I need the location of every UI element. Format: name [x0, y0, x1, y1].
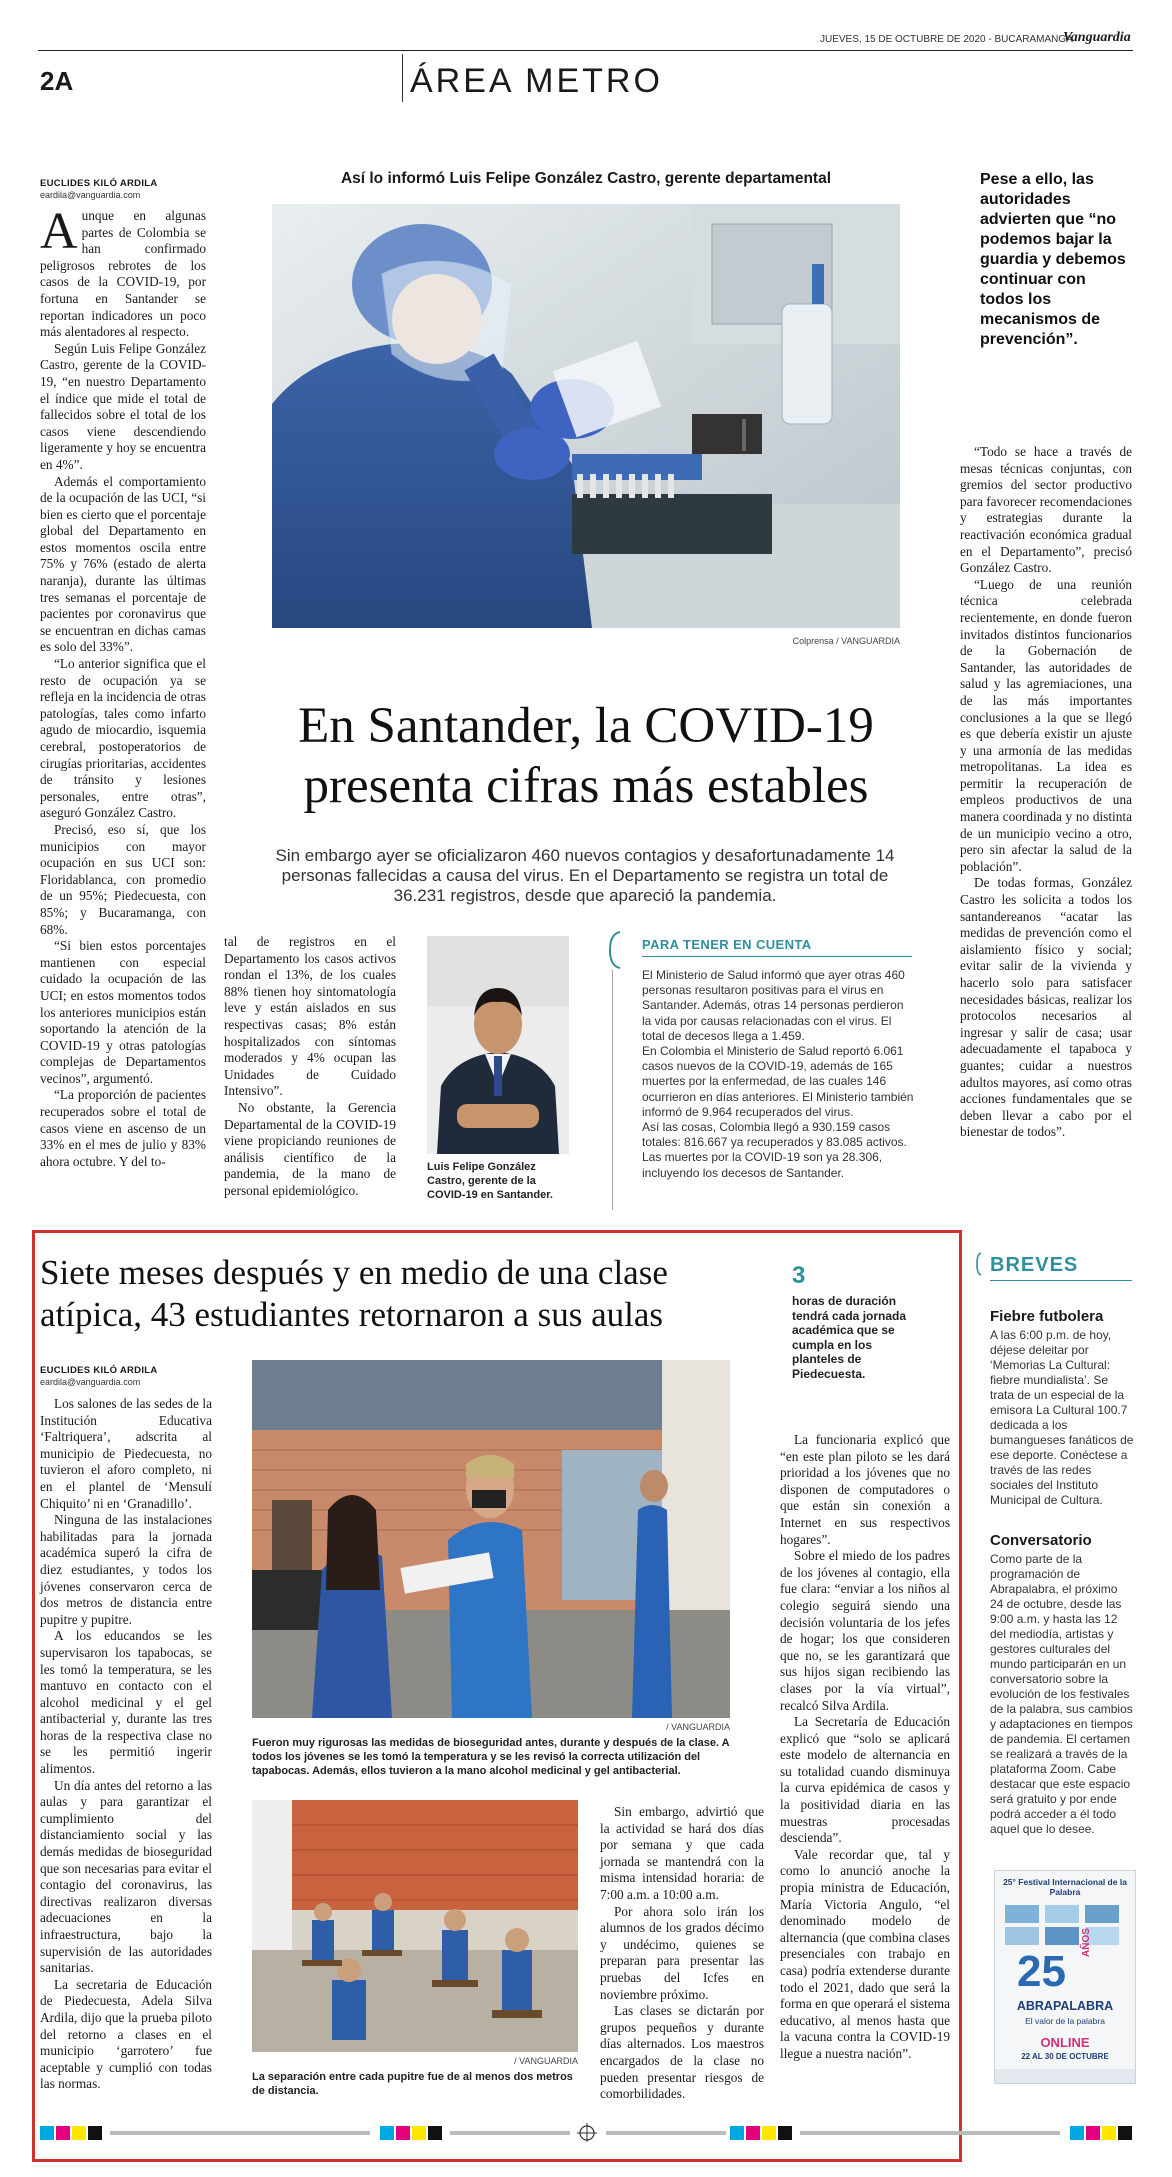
- paragraph: Sobre el miedo de los padres de los jóvenes al contagio, ella fue clara: “enviar a los niños al colegio seguirá siendo una decisión voluntaria de los jefes de hogar; los que consideren que no, se les garantizará que sus hijos sigan recibiendo las clases por la vía virtual”, recalcó Silva Ardila.: [780, 1548, 950, 1713]
- paragraph: Por ahora solo irán los alumnos de los grados décimo y undécimo, quienes se preparan para presentar las pruebas del Icfes en noviembre próximo.: [600, 1903, 764, 2002]
- stat-number: 3: [792, 1262, 806, 1289]
- paragraph: De todas formas, González Castro les solicita a todos los santandereanos “acatar las medidas de prevención como el aislamiento físico y social; evitar salir de la vivienda y hacerlo solo para satisfacer necesidades básicas, realizar los protocolos necesarios al ingresar y salir de casa; usar adecuadamente el tapaboca y guantes; cuidar a nuestros adultos mayores, así como otras acciones fundamentales que se deben llevar a cabo por el bienestar de todos”.: [960, 875, 1132, 1140]
- bottom-byline-email[interactable]: eardila@vanguardia.com: [40, 1377, 141, 1387]
- dateline: JUEVES, 15 DE OCTUBRE DE 2020 - BUCARAMANGA: [820, 34, 1073, 45]
- ad-squares: [1005, 1905, 1125, 1945]
- paragraph: tal de registros en el Departamento los casos activos rondan el 13%, de los cuales 88% tienen hoy sintomatología leve y están aislados en sus respectivas casas; 8% están hospitalizados con síntomas moderados y 4% ocupan las Unidades de Cuidado Intensivo”.: [224, 934, 396, 1099]
- sidebar-paragraph: Así las cosas, Colombia llegó a 930.159 casos totales: 816.667 ya recuperados y 83.085 activos. Las muertes por la COVID-19 son ya 28.306, incluyendo los decesos de Santander.: [642, 1120, 907, 1180]
- ad-tagline: El valor de la palabra: [1025, 2016, 1105, 2026]
- paragraph: “Luego de una reunión técnica celebrada recientemente, en donde fueron invitados distintos funcionarios de la Gobernación de Santander, las autoridades de salud y las agremiaciones, una de las más importantes conclusiones a la que se llegó es que debería existir un ajuste y una armonía de las medidas metropolitanas. La idea es permitir la recuperación de empleos productivos de una manera coordinada y no distinta de un municipio vecino a otro, pero sin afectar la salud de la población”.: [960, 576, 1132, 874]
- breves-bracket-icon: [976, 1252, 982, 1276]
- paragraph: No obstante, la Gerencia Departamental de la COVID-19 viene propiciando reuniones de análisis científico de la pandemia, de la mano de personal epidemiológico.: [224, 1099, 396, 1198]
- bottom-byline-name: EUCLIDES KILÓ ARDILA: [40, 1365, 158, 1376]
- sidebar-title-rule: [642, 956, 912, 957]
- sidebar-paragraph: El Ministerio de Salud informó que ayer otras 460 personas resultaron positivas para el virus en Santander. Además, otras 14 personas perdieron la vida por causas relacionadas con el virus. El total de decesos llega a 1.459.: [642, 968, 905, 1043]
- print-color-bar: [40, 2122, 1135, 2142]
- portrait-caption: Luis Felipe González Castro, gerente de la COVID-19 en Santander.: [427, 1161, 553, 1201]
- bottom-right-col: [780, 1432, 950, 2063]
- photo1-credit: / VANGUARDIA: [666, 1722, 730, 1732]
- paragraph: La funcionaria explicó que “en este plan piloto se les dará prioridad a los jóvenes que no disponen de computadores o que están sin conexión a Internet en sus respectivos hogares”.: [780, 1432, 950, 1547]
- headline-line-2: presenta cifras más estables: [303, 758, 869, 814]
- photo-credit: Colprensa / VANGUARDIA: [792, 636, 900, 646]
- paragraph: Precisó, eso sí, que los municipios con mayor ocupación en sus UCI son: Floridablanca, con promedio de un 95%; Piedecuesta, con 85%; y Bucaramanga, con 68%.: [40, 821, 206, 937]
- paragraph: “Si bien estos porcentajes mantienen con especial cuidado la ocupación de las UCI; en estos momentos todos los anteriores municipios están soportando la atención de la COVID-19 y otras patologías complejas de Departamentos vecinos”, argumentó.: [40, 938, 206, 1086]
- bottom-headline-line-1: Siete meses después y en medio de una clase: [40, 1253, 668, 1292]
- bracket-icon: [606, 930, 622, 970]
- school-photo-1-illustration: [252, 1360, 730, 1718]
- bottom-col-1: [40, 1396, 212, 2093]
- top-col-1: [40, 203, 206, 1170]
- sidebar-body: [642, 968, 914, 1181]
- paragraph: Vale recordar que, tal y como lo anunció anoche la propia ministra de Educación, María Victoria Angulo, “el denominado modelo de alternancia (que combina clases presenciales con trabajo en casa) podría extenderse durante todo el 2021, dado que será la forma en que operará el sistema educativo, al menos hasta que la vacuna contra la COVID-19 llegue a nuestra nación”.: [780, 1846, 950, 2061]
- masthead[interactable]: Vanguardia: [1063, 30, 1131, 45]
- ad-pattern-icon: [1005, 1905, 1125, 1945]
- registration-bar-icon: [40, 2122, 1135, 2142]
- stat-text: horas de duración tendrá cada jornada académica que se cumpla en los planteles de Piedecuesta.: [792, 1294, 907, 1381]
- section-divider: [402, 54, 403, 102]
- headline-line-1: En Santander, la COVID-19: [298, 698, 874, 754]
- abrapalabra-ad[interactable]: [994, 1870, 1136, 2084]
- school-photo-2-illustration: [252, 1800, 578, 2052]
- paragraph: A los educandos se les supervisaron los tapabocas, se les tomó la temperatura, se les mantuvo en contacto con el alcohol medicinal y el gel antibacterial y, durante las tres horas de la respectiva clase no se les permitió ingerir alimentos.: [40, 1628, 212, 1777]
- photo2-caption: La separación entre cada pupitre fue de al menos dos metros de distancia.: [252, 2071, 573, 2097]
- section-title: ÁREA METRO: [410, 62, 663, 100]
- bottom-headline: [40, 1252, 780, 1336]
- paragraph: La Secretaría de Educación explicó que “solo se aplicará este modelo de alternancia en su totalidad cuando disminuya la curva epidémica de casos y la positividad diaria en las muestras procesadas descienda”.: [780, 1714, 950, 1846]
- school-photo-1: [252, 1360, 730, 1718]
- paragraph: “La proporción de pacientes recuperados sobre el total de casos viene en ascenso de un 33% en el mes de julio y 83% ahora octubre. Y del to-: [40, 1087, 206, 1169]
- sidebar-title: PARA TENER EN CUENTA: [642, 937, 812, 952]
- ad-number: 25: [1017, 1947, 1066, 1996]
- byline-email[interactable]: eardila@vanguardia.com: [40, 190, 141, 200]
- school-photo-2: [252, 1800, 578, 2052]
- ad-online: ONLINE: [1040, 2035, 1090, 2050]
- lab-photo: [272, 204, 900, 628]
- portrait-photo: [427, 936, 569, 1154]
- paragraph: Los salones de las sedes de la Institución Educativa ‘Faltriquera’, adscrita al municipio de Piedecuesta, no tuvieron el aforo completo, ni en el plantel de ‘Mensulí Chiquito’ ni en ‘Granadillo’.: [40, 1396, 212, 1511]
- breves-item-1-title: Fiebre futbolera: [990, 1308, 1104, 1325]
- header-rule: [38, 50, 1133, 51]
- lab-photo-illustration: [272, 204, 900, 628]
- pullquote: Pese a ello, las autoridades advierten que “no podemos bajar la guardia y debemos continuar con todos los mecanismos de prevención”.: [980, 171, 1126, 348]
- breves-rule: [990, 1280, 1132, 1281]
- paragraph: Un día antes del retorno a las aulas y para garantizar el cumplimiento del distanciamiento social y las demás medidas de bioseguridad que son necesarias para evitar el contagio del coronavirus, las directivas realizaron diversas adecuaciones en la infraestructura, bajo la supervisión de las autoridades sanitarias.: [40, 1777, 212, 1976]
- top-right-col: [960, 444, 1132, 1141]
- paragraph: “Lo anterior significa que el resto de ocupación ya se refleja en la incidencia de otras patologías, tales como infarto agudo de miocardio, isquemia cerebral, postoperatorios de cirugías prioritarias, accidentes de tránsito y lesiones personales, entre otras”, aseguró González Castro.: [40, 656, 206, 821]
- portrait-illustration: [427, 936, 569, 1154]
- ad-brand: ABRAPALABRA: [1016, 1999, 1114, 2013]
- byline-name: EUCLIDES KILÓ ARDILA: [40, 178, 158, 189]
- paragraph: La secretaria de Educación de Piedecuesta, Adela Silva Ardila, dijo que la prueba piloto del retorno a clases en el municipio ‘garrotero’ fue aceptable y cumplió con todas las normas.: [40, 1976, 212, 2092]
- ad-footer-bar: [995, 2069, 1135, 2083]
- sidebar-bracket: [606, 930, 622, 970]
- page-number: 2A: [40, 66, 74, 96]
- paragraph: Las clases se dictarán por grupos pequeños y durante días alternados. Los maestros encargados de la clase no pueden presentar riesgos de comorbilidades.: [600, 2003, 764, 2102]
- paragraph: Aunque en algunas partes de Colombia se han confirmado peligrosos rebrotes de los casos de la COVID-19, por fortuna en Santander se reportan indicadores un poco más alentadores al respecto.: [40, 203, 206, 340]
- breves-item-2-text: Como parte de la programación de Abrapalabra, el próximo 24 de octubre, desde las 9:00 a.m. y hasta las 12 del mediodía, artistas y gestores culturales del mundo participarán en un conversatorio sobre la evolución de los festivales de la palabra, sus cambios y adaptaciones en tiempos de pandemia. El certamen se realizará a través de la plataforma Zoom. Cabe destacar que este espacio será gratuito y por ende podrá acceder a él todo aquel que lo desee.: [990, 1552, 1133, 1836]
- bottom-headline-line-2: atípica, 43 estudiantes retornaron a sus aulas: [40, 1295, 663, 1334]
- sidebar-rule: [612, 970, 613, 1210]
- photo2-credit: / VANGUARDIA: [514, 2056, 578, 2066]
- photo1-caption: Fueron muy rigurosas las medidas de bioseguridad antes, durante y después de la clase. A todos los jóvenes se les tomó la temperatura y se les revisó la correcta utilización del tapabocas. Además, ellos tuvieron a la mano alcohol medicinal y gel antibacterial.: [252, 1737, 730, 1777]
- ad-festival: 25° Festival Internacional de la Palabra: [1003, 1877, 1127, 1897]
- paragraph: Ninguna de las instalaciones habilitadas para la jornada académica superó la cifra de diez estudiantes, y todos los jóvenes conservaron cerca de dos metros de distancia entre pupitre y pupitre.: [40, 1512, 212, 1627]
- ad-years: AÑOS: [1081, 1928, 1092, 1957]
- photo-title: Así lo informó Luis Felipe González Castro, gerente departamental: [340, 170, 832, 187]
- breves-item-1-text: A las 6:00 p.m. de hoy, déjese deleitar por ‘Memorias La Cultural: fiebre mundialista’. Se trata de un especial de la emisora La Cultural 100.7 dedicada a los bumangueses fanáticos de ese deporte. Conéctese a través de las redes sociales del Instituto Municipal de Cultura.: [990, 1328, 1134, 1507]
- paragraph: “Todo se hace a través de mesas técnicas conjuntas, con gremios del sector productivo para favorecer recomendaciones y estrategias durante la reactivación económica gradual en el Departamento”, precisó González Castro.: [960, 444, 1133, 576]
- bottom-mid-col: [600, 1804, 764, 2103]
- top-col-2: [224, 934, 396, 1200]
- paragraph: Según Luis Felipe González Castro, gerente de la COVID-19, “en nuestro Departamento el índice que mide el total de fallecidos sobre el total de los casos viene descendiendo ligeramente y hoy se encuentra en 4%”.: [40, 340, 206, 472]
- breves-title: BREVES: [990, 1254, 1079, 1276]
- subhead: Sin embargo ayer se oficializaron 460 nuevos contagios y desafortunadamente 14 personas fallecidas a causa del virus. En el Departamento se registra un total de 36.231 registros, desde que apareció la pandemia.: [275, 846, 895, 905]
- sidebar-paragraph: En Colombia el Ministerio de Salud reportó 6.061 casos nuevos de la COVID-19, además de 165 muertes por la enfermedad, de las cuales 146 ocurrieron en días anteriores. El Ministerio también informó de 9.964 recuperados del virus.: [642, 1044, 914, 1119]
- paragraph: Además el comportamiento de la ocupación de las UCI, “si bien es cierto que el porcentaje global del Departamento en estos momentos oscila entre 75% y 76% (estado de alerta naranja), durante las últimas tres semanas el porcentaje de pacientes por coronavirus que se encuentran en dichas camas es solo del 33%”.: [40, 473, 206, 655]
- headline: [200, 696, 972, 816]
- breves-item-2-title: Conversatorio: [990, 1532, 1092, 1549]
- paragraph: Sin embargo, advirtió que la actividad se hará dos días por semana y que cada jornada se mantendrá con la misma intensidad horaria: de 7:00 a.m. a 10:00 a.m.: [600, 1804, 764, 1902]
- ad-dates: 22 AL 30 DE OCTUBRE: [1021, 2052, 1109, 2061]
- breves-accent: [976, 1252, 982, 1276]
